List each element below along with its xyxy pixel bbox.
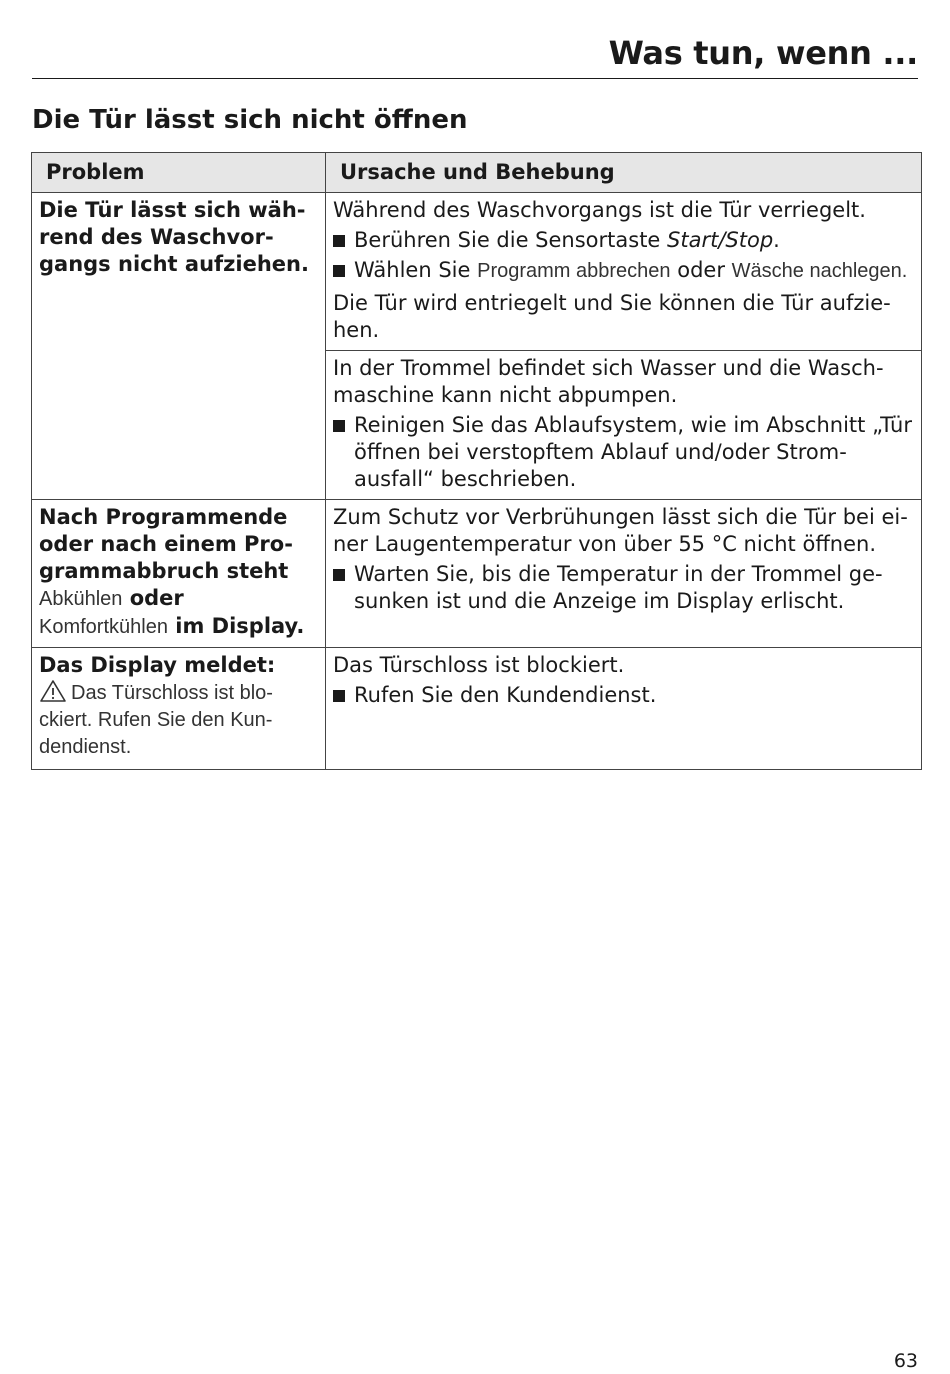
problem-title: Das Display meldet: xyxy=(39,653,276,677)
list-item xyxy=(333,682,914,709)
cause-cell xyxy=(326,500,922,648)
troubleshooting-table xyxy=(31,152,922,770)
chapter-title: Was tun, wenn ... xyxy=(608,34,918,72)
section-title: Die Tür lässt sich nicht öffnen xyxy=(32,105,468,135)
bullet-square-icon xyxy=(333,420,345,432)
column-header-problem: Problem xyxy=(32,153,326,193)
table-header-row xyxy=(32,153,922,193)
display-text: Komfortkühlen xyxy=(39,616,168,638)
list-item xyxy=(333,412,914,493)
page-number: 63 xyxy=(893,1350,918,1372)
display-message-text: Das Türschloss ist blockiert. Rufen Sie den Kundendienst. xyxy=(39,682,273,758)
cause-cell xyxy=(326,193,922,351)
bullet-square-icon xyxy=(333,569,345,581)
cause-cell xyxy=(326,351,922,500)
list-item xyxy=(333,561,914,615)
page-header xyxy=(32,34,918,79)
problem-text: Die Tür lässt sich während des Waschvorgangs nicht aufziehen. xyxy=(39,198,309,276)
instruction-text: oder xyxy=(670,258,732,282)
punctuation: . xyxy=(901,260,908,282)
problem-text: oder xyxy=(122,586,184,610)
bullet-square-icon xyxy=(333,265,345,277)
list-item xyxy=(333,227,914,254)
punctuation: . xyxy=(773,228,780,252)
bullet-square-icon xyxy=(333,235,345,247)
list-item xyxy=(333,257,914,285)
instruction-text: Rufen Sie den Kundendienst. xyxy=(354,683,657,707)
cause-outro: Die Tür wird entriegelt und Sie können die Tür aufziehen. xyxy=(333,291,891,342)
instruction-text: Reinigen Sie das Ablaufsystem, wie im Abschnitt „Tür öffnen bei verstopftem Ablauf und/oder Stromausfall“ beschrieben. xyxy=(354,413,912,491)
table-row xyxy=(32,500,922,648)
cause-intro: Zum Schutz vor Verbrühungen lässt sich die Tür bei einer Laugentemperatur von über 55 °C nicht öffnen. xyxy=(333,505,908,556)
cause-intro: Während des Waschvorgangs ist die Tür verriegelt. xyxy=(333,198,866,222)
display-option: Programm abbrechen xyxy=(477,260,671,282)
table-row xyxy=(32,648,922,770)
cause-intro: Das Türschloss ist blockiert. xyxy=(333,653,625,677)
display-option: Wäsche nachlegen xyxy=(731,260,902,282)
display-text: Abkühlen xyxy=(39,588,123,610)
cause-cell xyxy=(326,648,922,770)
instruction-text: Berühren Sie die Sensortaste xyxy=(354,228,668,252)
problem-text: Nach Programmende oder nach einem Programmabbruch steht xyxy=(39,505,293,583)
sensor-key-name: Start/Stop xyxy=(667,228,774,252)
instruction-text: Warten Sie, bis die Temperatur in der Trommel gesunken ist und die Anzeige im Display erlischt. xyxy=(354,562,883,613)
problem-cell xyxy=(32,500,326,648)
problem-text: im Display. xyxy=(167,614,305,638)
bullet-square-icon xyxy=(333,690,345,702)
column-header-cause: Ursache und Behebung xyxy=(326,153,922,193)
display-message xyxy=(39,679,318,761)
instruction-text: Wählen Sie xyxy=(354,258,478,282)
warning-triangle-icon xyxy=(39,679,67,703)
problem-cell xyxy=(32,193,326,500)
cause-intro: In der Trommel befindet sich Wasser und die Waschmaschine kann nicht abpumpen. xyxy=(333,356,884,407)
problem-cell xyxy=(32,648,326,770)
table-row xyxy=(32,193,922,351)
